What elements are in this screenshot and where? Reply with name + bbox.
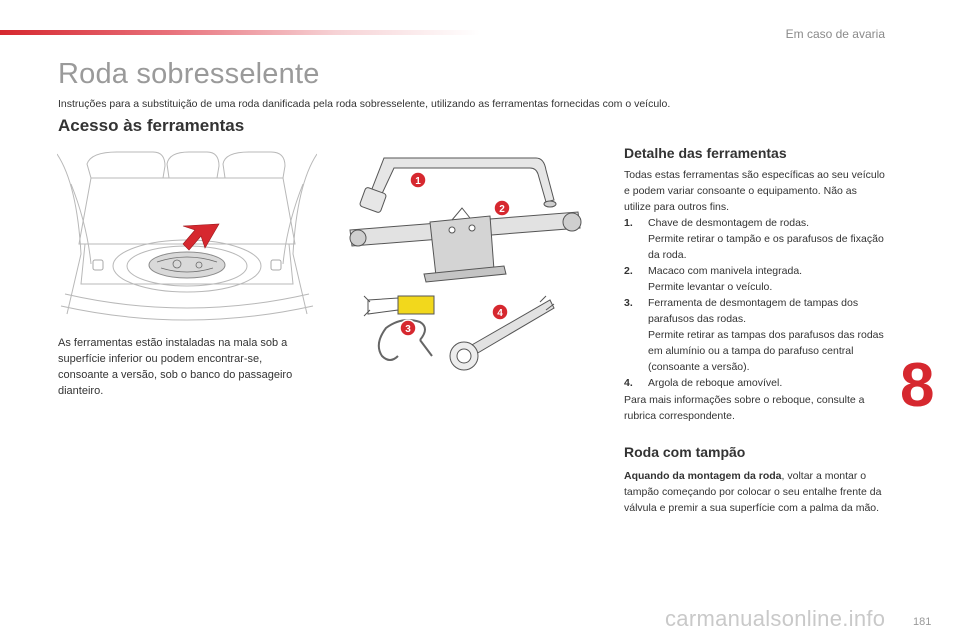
watermark: carmanualsonline.info <box>665 606 886 631</box>
callout-2 <box>494 200 510 216</box>
hubcap-removal-tool-icon <box>364 296 434 316</box>
wheel-wrench-icon <box>359 158 556 213</box>
hubcap-text-body: , voltar a montar o tampão começando por colocar o seu entalhe frente da válvula e premir a sua superfície com a palma da mão. <box>624 470 882 514</box>
page-title: Roda sobresselente <box>58 58 320 90</box>
intro-text: Instruções para a substituição de uma roda danificada pela roda sobresselente, utilizando as ferramentas fornecidas com o veículo. <box>58 98 671 110</box>
access-text: As ferramentas estão instaladas na mala sob a superfície inferior ou podem encontrar-se, consoante a versão, sob o banco do passageiro dianteiro. <box>58 337 293 397</box>
page-number: 181 <box>913 616 932 628</box>
list-item <box>624 215 889 263</box>
list-item-number: 3. <box>624 297 633 309</box>
list-item-label: Macaco com manivela integrada. <box>648 265 803 277</box>
list-item-label: Argola de reboque amovível. <box>648 377 783 389</box>
car-jack-icon <box>350 208 581 282</box>
callout-4 <box>492 304 508 320</box>
svg-text:2: 2 <box>499 204 505 215</box>
callout-3 <box>400 320 416 336</box>
list-item-number: 1. <box>624 217 633 229</box>
svg-text:4: 4 <box>497 308 503 319</box>
trunk-spare-wheel-illustration <box>57 144 317 322</box>
access-heading: Acesso às ferramentas <box>58 116 245 135</box>
list-item-description: Permite levantar o veículo. <box>648 281 773 293</box>
list-item-description: Permite retirar o tampão e os parafusos de fixação da roda. <box>648 233 884 261</box>
list-item-number: 4. <box>624 377 633 389</box>
hubcap-heading: Roda com tampão <box>624 444 746 460</box>
callout-1 <box>410 172 426 188</box>
list-item-label: Ferramenta de desmontagem de tampas dos parafusos das rodas. <box>648 297 859 325</box>
section-header: Em caso de avaria <box>785 27 885 41</box>
list-item <box>624 375 889 391</box>
towing-note: Para mais informações sobre o reboque, consulte a rubrica correspondente. <box>624 394 865 422</box>
tools-detail-heading: Detalhe das ferramentas <box>624 145 787 161</box>
tools-illustration <box>340 150 585 390</box>
list-item <box>624 263 889 295</box>
header-accent-bar <box>0 30 480 35</box>
list-item-number: 2. <box>624 265 633 277</box>
svg-text:3: 3 <box>405 324 411 335</box>
tools-detail-intro: Todas estas ferramentas são específicas ao seu veículo e podem variar consoante o equipamento. Não as utilize para outros fins. <box>624 169 885 213</box>
chapter-number: 8 <box>900 351 935 420</box>
list-item-description: Permite retirar as tampas dos parafusos das rodas em alumínio ou a tampa do parafuso central (consoante a versão). <box>648 329 884 373</box>
hubcap-text <box>624 468 886 516</box>
tools-list <box>624 215 889 391</box>
list-item-label: Chave de desmontagem de rodas. <box>648 217 810 229</box>
list-item <box>624 295 889 375</box>
hubcap-text-bold: Aquando da montagem da roda <box>624 470 782 482</box>
svg-text:1: 1 <box>415 176 421 187</box>
